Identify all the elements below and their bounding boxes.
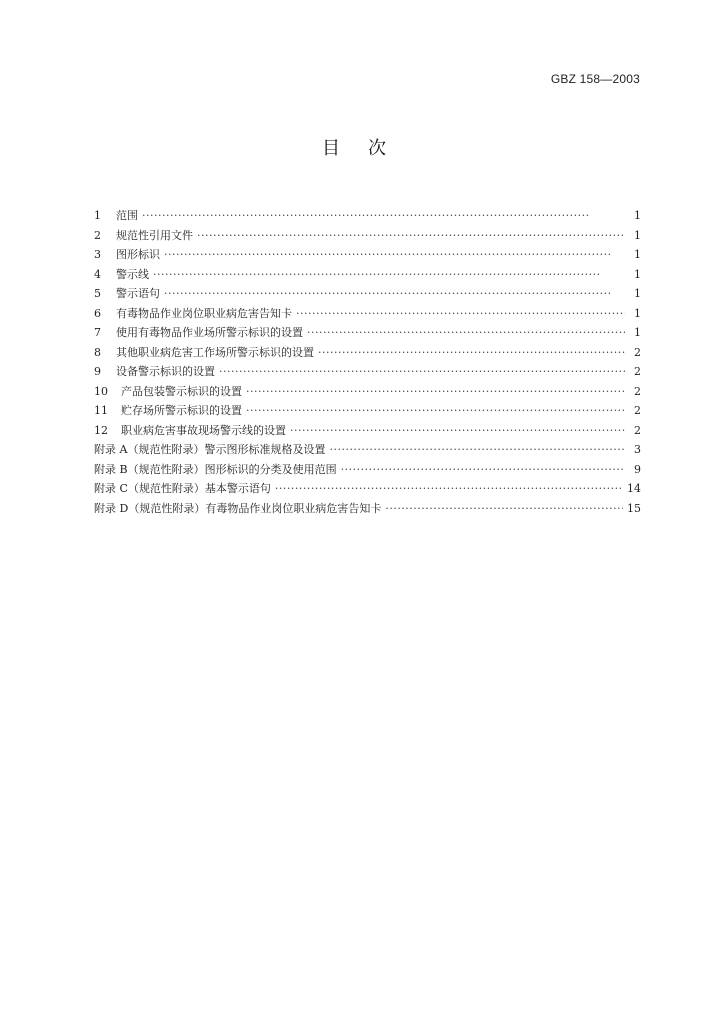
toc-entry[interactable] — [94, 323, 641, 343]
toc-dot-leader — [197, 226, 625, 246]
toc-entry-page: 1 — [634, 267, 641, 281]
toc-entry-label: 规范性引用文件 — [116, 228, 193, 242]
toc-entry-number: 7 — [94, 326, 101, 339]
toc-entry-page: 1 — [634, 228, 641, 242]
toc-entry[interactable] — [94, 284, 641, 304]
table-of-contents — [94, 206, 641, 518]
toc-entry[interactable] — [94, 421, 641, 441]
toc-entry[interactable] — [94, 304, 641, 324]
toc-entry-label: 范围 — [116, 209, 138, 222]
toc-entry-page: 14 — [627, 482, 641, 495]
toc-entry-label: 图形标识 — [116, 248, 160, 261]
toc-entry[interactable] — [94, 245, 641, 265]
toc-dot-leader — [142, 206, 625, 226]
toc-entry-label: 有毒物品作业岗位职业病危害告知卡 — [116, 306, 292, 320]
toc-entry[interactable] — [94, 265, 641, 285]
toc-dot-leader — [385, 499, 623, 519]
toc-dot-leader — [153, 265, 625, 285]
toc-entry-page: 1 — [634, 209, 641, 222]
toc-entry-label: 附录 B（规范性附录）图形标识的分类及使用范围 — [94, 462, 337, 476]
toc-entry-number: 11 — [94, 404, 108, 417]
toc-entry[interactable] — [94, 343, 641, 363]
toc-dot-leader — [164, 284, 625, 304]
toc-entry-number: 4 — [94, 267, 101, 281]
toc-entry-label: 附录 A（规范性附录）警示图形标准规格及设置 — [94, 443, 326, 456]
toc-dot-leader — [164, 245, 625, 265]
toc-dot-leader — [296, 304, 625, 324]
toc-entry-number: 8 — [94, 345, 101, 359]
toc-entry-label: 职业病危害事故现场警示线的设置 — [121, 423, 286, 437]
toc-entry-annex[interactable] — [94, 479, 641, 499]
toc-entry-page: 9 — [634, 462, 641, 476]
toc-dot-leader — [290, 421, 625, 441]
toc-entry-number: 9 — [94, 365, 101, 378]
toc-dot-leader — [318, 343, 625, 363]
toc-entry-label: 设备警示标识的设置 — [116, 365, 215, 378]
toc-entry-page: 2 — [634, 404, 641, 417]
toc-entry-number: 12 — [94, 423, 108, 437]
toc-entry-label: 警示线 — [116, 267, 149, 281]
toc-entry-page: 2 — [634, 384, 641, 398]
toc-dot-leader — [341, 460, 625, 480]
toc-entry-page: 1 — [634, 326, 641, 339]
toc-dot-leader — [246, 382, 625, 402]
toc-dot-leader — [329, 440, 625, 460]
toc-entry-number: 2 — [94, 228, 101, 242]
toc-entry-page: 1 — [634, 248, 641, 261]
toc-dot-leader — [275, 479, 623, 499]
toc-dot-leader — [307, 323, 625, 343]
toc-entry-label: 产品包装警示标识的设置 — [121, 384, 242, 398]
toc-entry-page: 15 — [627, 501, 641, 515]
toc-entry[interactable] — [94, 401, 641, 421]
toc-entry-page: 2 — [634, 365, 641, 378]
toc-dot-leader — [246, 401, 625, 421]
toc-dot-leader — [219, 362, 625, 382]
toc-entry-annex[interactable] — [94, 460, 641, 480]
toc-entry-label: 警示语句 — [116, 287, 160, 300]
toc-entry-page: 3 — [634, 443, 641, 456]
toc-entry-number: 3 — [94, 248, 101, 261]
toc-entry-annex[interactable] — [94, 440, 641, 460]
toc-entry-page: 2 — [634, 423, 641, 437]
toc-entry-page: 1 — [634, 306, 641, 320]
toc-entry-label: 附录 C（规范性附录）基本警示语句 — [94, 482, 271, 495]
toc-entry-label: 使用有毒物品作业场所警示标识的设置 — [116, 326, 303, 339]
toc-entry-page: 2 — [634, 345, 641, 359]
toc-entry-number: 10 — [94, 384, 108, 398]
toc-entry-number: 5 — [94, 287, 101, 300]
toc-entry-label: 其他职业病危害工作场所警示标识的设置 — [116, 345, 314, 359]
toc-entry-number: 1 — [94, 209, 101, 222]
toc-entry-annex[interactable] — [94, 499, 641, 519]
standard-code: GBZ 158—2003 — [550, 72, 640, 86]
toc-entry-label: 贮存场所警示标识的设置 — [121, 404, 242, 417]
toc-entry-number: 6 — [94, 306, 101, 320]
toc-entry-page: 1 — [634, 287, 641, 300]
toc-title: 目次 — [322, 138, 414, 159]
toc-entry-label: 附录 D（规范性附录）有毒物品作业岗位职业病危害告知卡 — [94, 501, 382, 515]
toc-entry[interactable] — [94, 362, 641, 382]
toc-entry[interactable] — [94, 206, 641, 226]
toc-entry[interactable] — [94, 382, 641, 402]
toc-entry[interactable] — [94, 226, 641, 246]
